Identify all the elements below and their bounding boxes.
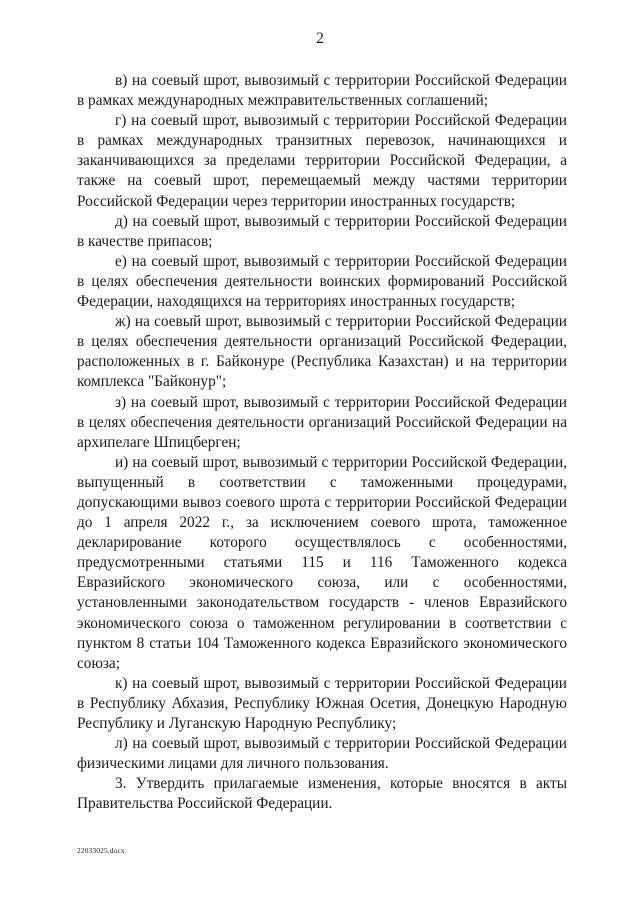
paragraph-k: к) на соевый шрот, вывозимый с территории Российской Федерации в Республику Абхазия, Республику Южная Осетия, Донецкую Народную Республику и Луганскую Народную Республику; <box>77 674 567 732</box>
paragraph-l: л) на соевый шрот, вывозимый с территории Российской Федерации физическими лицами для личного пользования. <box>77 735 567 773</box>
footer-filename: 22033025.docx <box>77 846 125 855</box>
paragraph-zh: ж) на соевый шрот, вывозимый с территории Российской Федерации в целях обеспечения деятельности организаций Российской Федерации, расположенных в г. Байконуре (Республика Казахстан) и на территории комплекса "Байконур"; <box>77 313 567 391</box>
paragraph-e: е) на соевый шрот, вывозимый с территории Российской Федерации в целях обеспечения деятельности воинских формирований Российской Федерации, находящихся на территориях иностранных государств; <box>77 252 567 311</box>
paragraph-v: в) на соевый шрот, вывозимый с территории Российской Федерации в рамках международных межправительственных соглашений; <box>77 72 567 110</box>
document-body <box>77 71 567 814</box>
paragraph-d: д) на соевый шрот, вывозимый с территории Российской Федерации в качестве припасов; <box>77 212 567 250</box>
paragraph-g: г) на соевый шрот, вывозимый с территории Российской Федерации в рамках международных транзитных перевозок, начинающихся и заканчивающихся за пределами территории Российской Федерации, а также на соевый шрот, перемещаемый между частями территории Российской Федерации через территории иностранных государств; <box>77 112 567 210</box>
paragraph-i: и) на соевый шрот, вывозимый с территории Российской Федерации, выпущенный в соответствии с таможенными процедурами, допускающими вывоз соевого шрота с территории Российской Федерации до 1 апреля 2022 г., за исключением соевого шрота, таможенное декларирование которого осуществлялось с особенностями, предусмотренными статьями 115 и 116 Таможенного кодекса Евразийского экономического союза, или с особенностями, установленными законодательством государств - членов Евразийского экономического союза о таможенном регулировании в соответствии с пунктом 8 статьи 104 Таможенного кодекса Евразийского экономического союза; <box>77 453 567 672</box>
page-number: 2 <box>316 30 324 47</box>
paragraph-item-3: 3. Утвердить прилагаемые изменения, которые вносятся в акты Правительства Российской Федерации. <box>77 775 567 813</box>
paragraph-z: з) на соевый шрот, вывозимый с территории Российской Федерации в целях обеспечения деятельности организаций Российской Федерации на архипелаге Шпицберген; <box>77 393 567 451</box>
